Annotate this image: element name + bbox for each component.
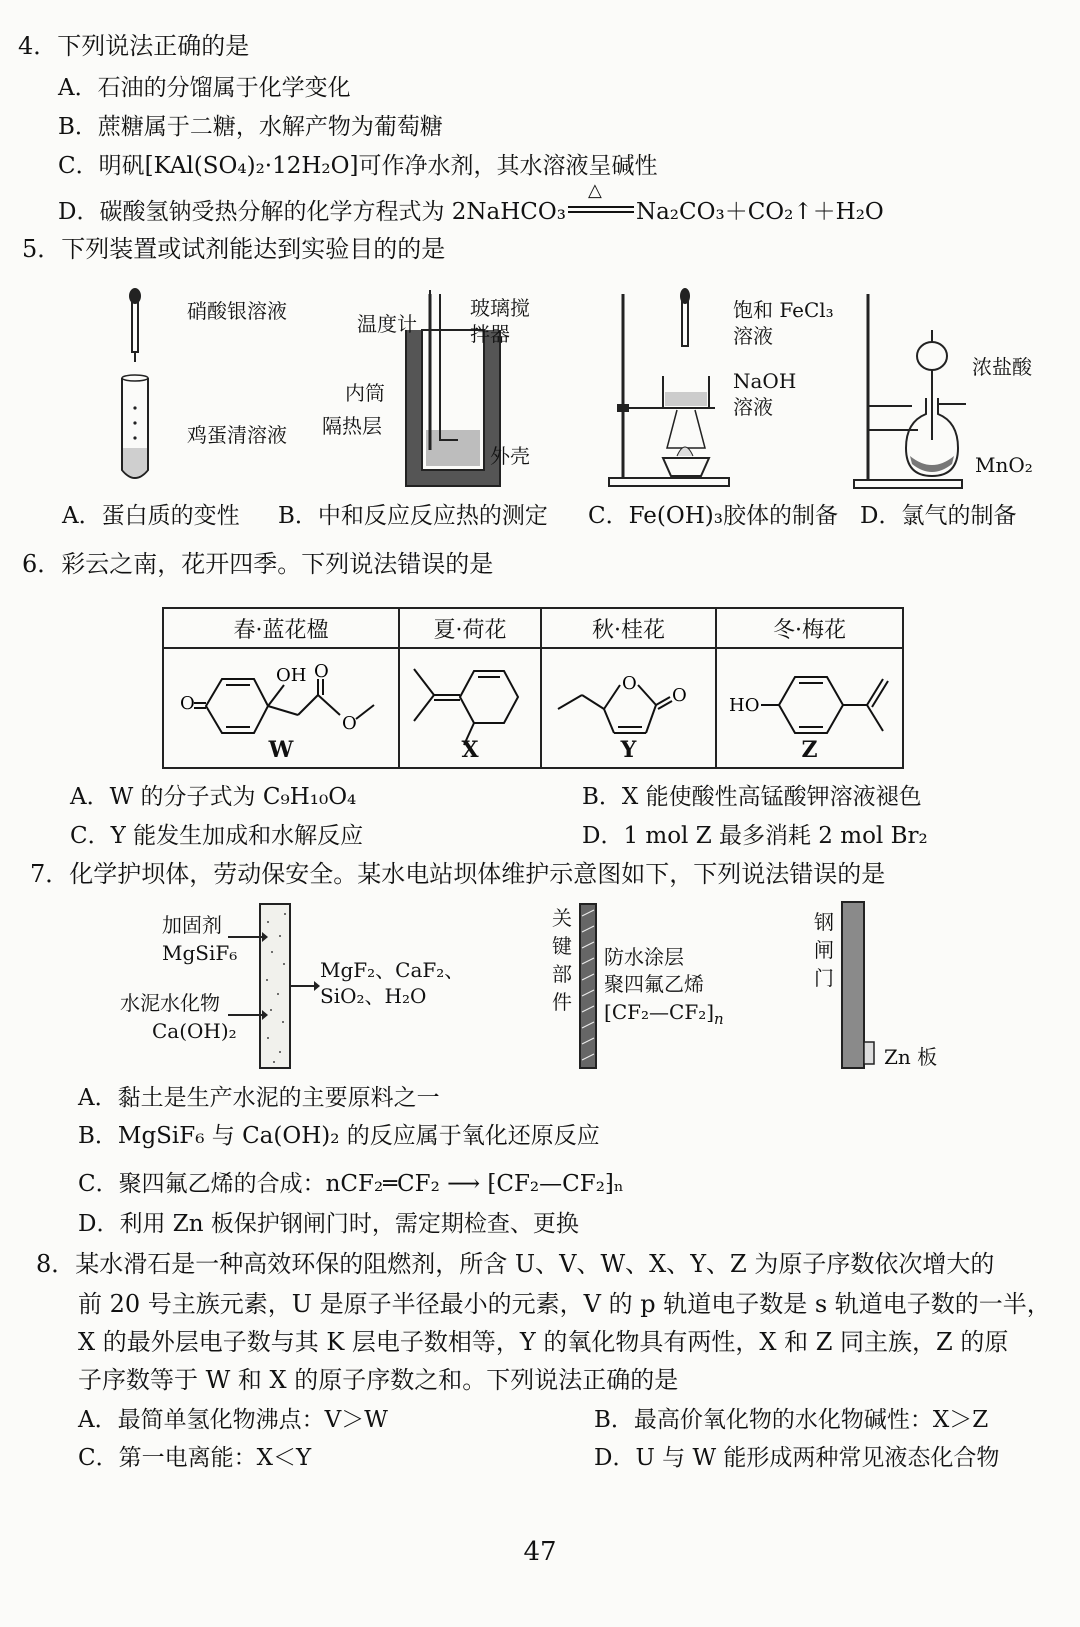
fig1-products-1: MgF₂、CaF₂、 bbox=[320, 958, 465, 982]
fig1-mgsif6: MgSiF₆ bbox=[162, 941, 238, 965]
z-hydroxyl: HO bbox=[729, 695, 760, 716]
q6-option-c: C．Y 能发生加成和水解反应 bbox=[70, 823, 364, 849]
fig2-key-part: 关键部件 bbox=[552, 906, 572, 1014]
q4-option-d bbox=[58, 180, 884, 228]
w-ester-o: O bbox=[342, 713, 357, 734]
q5-option-b: B．中和反应反应热的测定 bbox=[278, 503, 548, 529]
figD-hcl-label: 浓盐酸 bbox=[972, 355, 1032, 379]
fig1-cement-label: 水泥水化物 bbox=[120, 991, 220, 1015]
y-ring-o: O bbox=[622, 673, 637, 694]
q8-line-4: 子序数等于 W 和 X 的原子序数之和。下列说法正确的是 bbox=[78, 1366, 679, 1394]
q7-option-c: C．聚四氟乙烯的合成：nCF₂═CF₂ ⟶ ⁅CF₂—CF₂⁆ₙ bbox=[78, 1171, 624, 1197]
structure-y bbox=[541, 648, 716, 768]
q8-option-a: A．最简单氢化物沸点：V＞W bbox=[78, 1407, 388, 1433]
name-y: Y bbox=[620, 737, 637, 763]
heat-condition: △ bbox=[587, 180, 602, 201]
figB-stirrer-label: 玻璃搅拌器 bbox=[470, 296, 530, 346]
figC-naoh-label: NaOH溶液 bbox=[733, 369, 797, 419]
fig1-reagent-label: 加固剂 bbox=[162, 913, 222, 937]
q4-option-b: B．蔗糖属于二糖，水解产物为葡萄糖 bbox=[58, 114, 443, 140]
header-winter: 冬·梅花 bbox=[716, 608, 903, 648]
q5-option-d: D．氯气的制备 bbox=[860, 503, 1017, 529]
q8-line-1: 8．某水滑石是一种高效环保的阻燃剂，所含 U、V、W、X、Y、Z 为原子序数依次增大的 bbox=[36, 1250, 995, 1278]
q4-option-c: C．明矾[KAl(SO₄)₂·12H₂O]可作净水剂，其水溶液呈碱性 bbox=[58, 153, 658, 179]
figD-mno2-label: MnO₂ bbox=[975, 453, 1033, 477]
figA-label-bottom: 鸡蛋清溶液 bbox=[187, 423, 287, 447]
q7-option-d: D．利用 Zn 板保护钢闸门时，需定期检查、更换 bbox=[78, 1211, 579, 1237]
header-summer: 夏·荷花 bbox=[399, 608, 541, 648]
q8-option-b: B．最高价氧化物的水化物碱性：X＞Z bbox=[594, 1407, 989, 1433]
figC-fecl3-label: 饱和 FeCl₃溶液 bbox=[733, 298, 834, 348]
q4-stem: 4．下列说法正确的是 bbox=[18, 32, 250, 60]
page-number: 47 bbox=[523, 1537, 557, 1567]
structure-x bbox=[399, 648, 541, 768]
header-autumn: 秋·桂花 bbox=[541, 608, 716, 648]
w-carbonyl-o: O bbox=[314, 661, 329, 682]
steel-gate bbox=[840, 900, 880, 1072]
w-ketone-o: O bbox=[180, 693, 195, 714]
q8-option-d: D．U 与 W 能形成两种常见液态化合物 bbox=[594, 1445, 1000, 1471]
figC-apparatus bbox=[605, 288, 735, 493]
structure-z bbox=[716, 648, 903, 768]
flower-table bbox=[162, 607, 904, 769]
figB-shell-label: 外壳 bbox=[490, 444, 530, 468]
q7-option-a: A．黏土是生产水泥的主要原料之一 bbox=[78, 1085, 440, 1111]
name-z: Z bbox=[801, 737, 818, 763]
figB-insulation-label: 隔热层 bbox=[322, 414, 382, 438]
fig3-gate-label: 钢闸门 bbox=[814, 910, 834, 990]
q6-option-b: B．X 能使酸性高锰酸钾溶液褪色 bbox=[582, 784, 922, 810]
figA-apparatus bbox=[110, 288, 170, 488]
q6-stem: 6．彩云之南，花开四季。下列说法错误的是 bbox=[22, 550, 494, 578]
q5-option-c: C．Fe(OH)₃胶体的制备 bbox=[588, 503, 838, 529]
q7-stem: 7．化学护坝体，劳动保安全。某水电站坝体维护示意图如下，下列说法错误的是 bbox=[30, 860, 886, 888]
header-spring: 春·蓝花楹 bbox=[163, 608, 399, 648]
q4-option-a: A．石油的分馏属于化学变化 bbox=[58, 75, 351, 101]
structure-w bbox=[163, 648, 399, 768]
figB-thermometer-label: 温度计 bbox=[357, 312, 417, 336]
fig2-ptfe-label: 聚四氟乙烯 bbox=[604, 972, 704, 996]
q7-option-b: B．MgSiF₆ 与 Ca(OH)₂ 的反应属于氧化还原反应 bbox=[78, 1123, 600, 1149]
figA-label-top: 硝酸银溶液 bbox=[187, 299, 287, 323]
heat-arrow bbox=[568, 180, 634, 219]
q8-option-c: C．第一电离能：X＜Y bbox=[78, 1445, 312, 1471]
w-hydroxyl: OH bbox=[276, 665, 307, 686]
y-carbonyl-o: O bbox=[672, 685, 687, 706]
figD-apparatus bbox=[848, 290, 978, 490]
q6-option-d: D．1 mol Z 最多消耗 2 mol Br₂ bbox=[582, 823, 928, 849]
q8-line-3: X 的最外层电子数与其 K 层电子数相等，Y 的氧化物具有两性，X 和 Z 同主族，Z 的原 bbox=[78, 1328, 1009, 1356]
name-x: X bbox=[461, 737, 479, 763]
figB-inner-label: 内筒 bbox=[345, 381, 385, 405]
fig3-zn-label: Zn 板 bbox=[884, 1045, 938, 1069]
name-w: W bbox=[268, 737, 294, 763]
q4-d-pre: D．碳酸氢钠受热分解的化学方程式为 2NaHCO₃ bbox=[58, 199, 566, 225]
q4-d-post: Na₂CO₃＋CO₂↑＋H₂O bbox=[635, 199, 884, 225]
fig1-caoh2: Ca(OH)₂ bbox=[152, 1019, 237, 1043]
coating-strip bbox=[578, 902, 600, 1072]
fig2-coating-label: 防水涂层 bbox=[604, 945, 684, 969]
q6-option-a: A．W 的分子式为 C₉H₁₀O₄ bbox=[70, 784, 357, 810]
q8-line-2: 前 20 号主族元素，U 是原子半径最小的元素，V 的 p 轨道电子数是 s 轨道电子数的一半， bbox=[78, 1290, 1051, 1318]
fig1-products-2: SiO₂、H₂O bbox=[320, 984, 427, 1008]
fig2-ptfe-formula: $[CF_2—CF_2]_n$ bbox=[604, 1000, 724, 1028]
q5-stem: 5．下列装置或试剂能达到实验目的的是 bbox=[22, 235, 446, 263]
q5-option-a: A．蛋白质的变性 bbox=[62, 503, 240, 529]
